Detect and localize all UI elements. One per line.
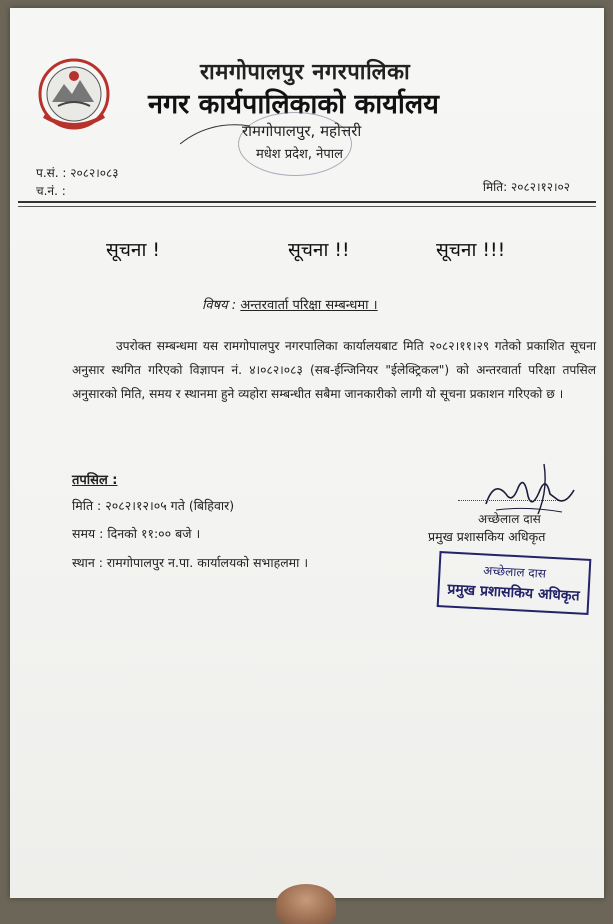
- notice-heading-3: सूचना !!!: [436, 239, 506, 261]
- letter-ref-number: प.सं. : २०८२।०८३: [36, 166, 119, 180]
- dispatch-number: च.नं. :: [36, 184, 66, 198]
- signatory-name: अच्छेलाल दास: [478, 512, 541, 526]
- signature-dotted-line: [458, 500, 558, 501]
- interview-place: स्थान : रामगोपालपुर न.पा. कार्यालयको सभाहलमा ।: [72, 555, 309, 570]
- notice-heading-1: सूचना !: [106, 239, 161, 261]
- header-divider-thin: [18, 206, 596, 207]
- subject-line: [202, 295, 378, 313]
- nepal-emblem-icon: [30, 54, 118, 134]
- interview-date: मिति : २०८२।१२।०५ गते (बिहिवार): [72, 498, 235, 513]
- header-divider: [18, 201, 596, 203]
- stamp-name: अच्छेलाल दास: [482, 563, 547, 581]
- notice-document: [10, 8, 604, 898]
- office-name: नगर कार्यपालिकाको कार्यालय: [148, 89, 439, 120]
- subject-label: विषय :: [202, 298, 237, 313]
- header-flourish: [180, 116, 250, 146]
- holding-thumb: [276, 884, 336, 924]
- official-name-stamp: [437, 551, 592, 615]
- interview-time: समय : दिनको ११:०० बजे ।: [72, 526, 201, 541]
- notice-heading-2: सूचना !!: [288, 239, 350, 261]
- office-address: रामगोपालपुर, महोत्तरी: [242, 122, 362, 140]
- details-heading: तपसिल :: [72, 473, 118, 488]
- signatory-title: प्रमुख प्रशासकिय अधिकृत: [428, 529, 546, 544]
- notice-body: उपरोक्त सम्बन्धमा यस रामगोपालपुर नगरपालिका कार्यालयबाट मिति २०८२।११।२९ गतेको प्रकाशित सूचना अनुसार स्थगित गरिएको विज्ञापन नं. ४।०८२।०८३ (सब-ईन्जिनियर "ईलेक्ट्रिकल") को अन्तरवार्ता परिक्षा तपसिल अनुसारको मिति, समय र स्थानमा हुने व्यहोरा सम्बन्धीत सबैमा जानकारीको लागी यो सूचना प्रकाशन गरिएको छ ।: [72, 339, 596, 401]
- municipality-name: रामगोपालपुर नगरपालिका: [200, 60, 411, 85]
- stamp-title: प्रमुख प्रशासकिय अधिकृत: [447, 581, 580, 605]
- letter-date: मिति: २०८२।१२।०२: [482, 180, 570, 194]
- office-province: मधेश प्रदेश, नेपाल: [256, 147, 343, 162]
- subject-value: अन्तरवार्ता परिक्षा सम्बन्धमा ।: [240, 298, 378, 313]
